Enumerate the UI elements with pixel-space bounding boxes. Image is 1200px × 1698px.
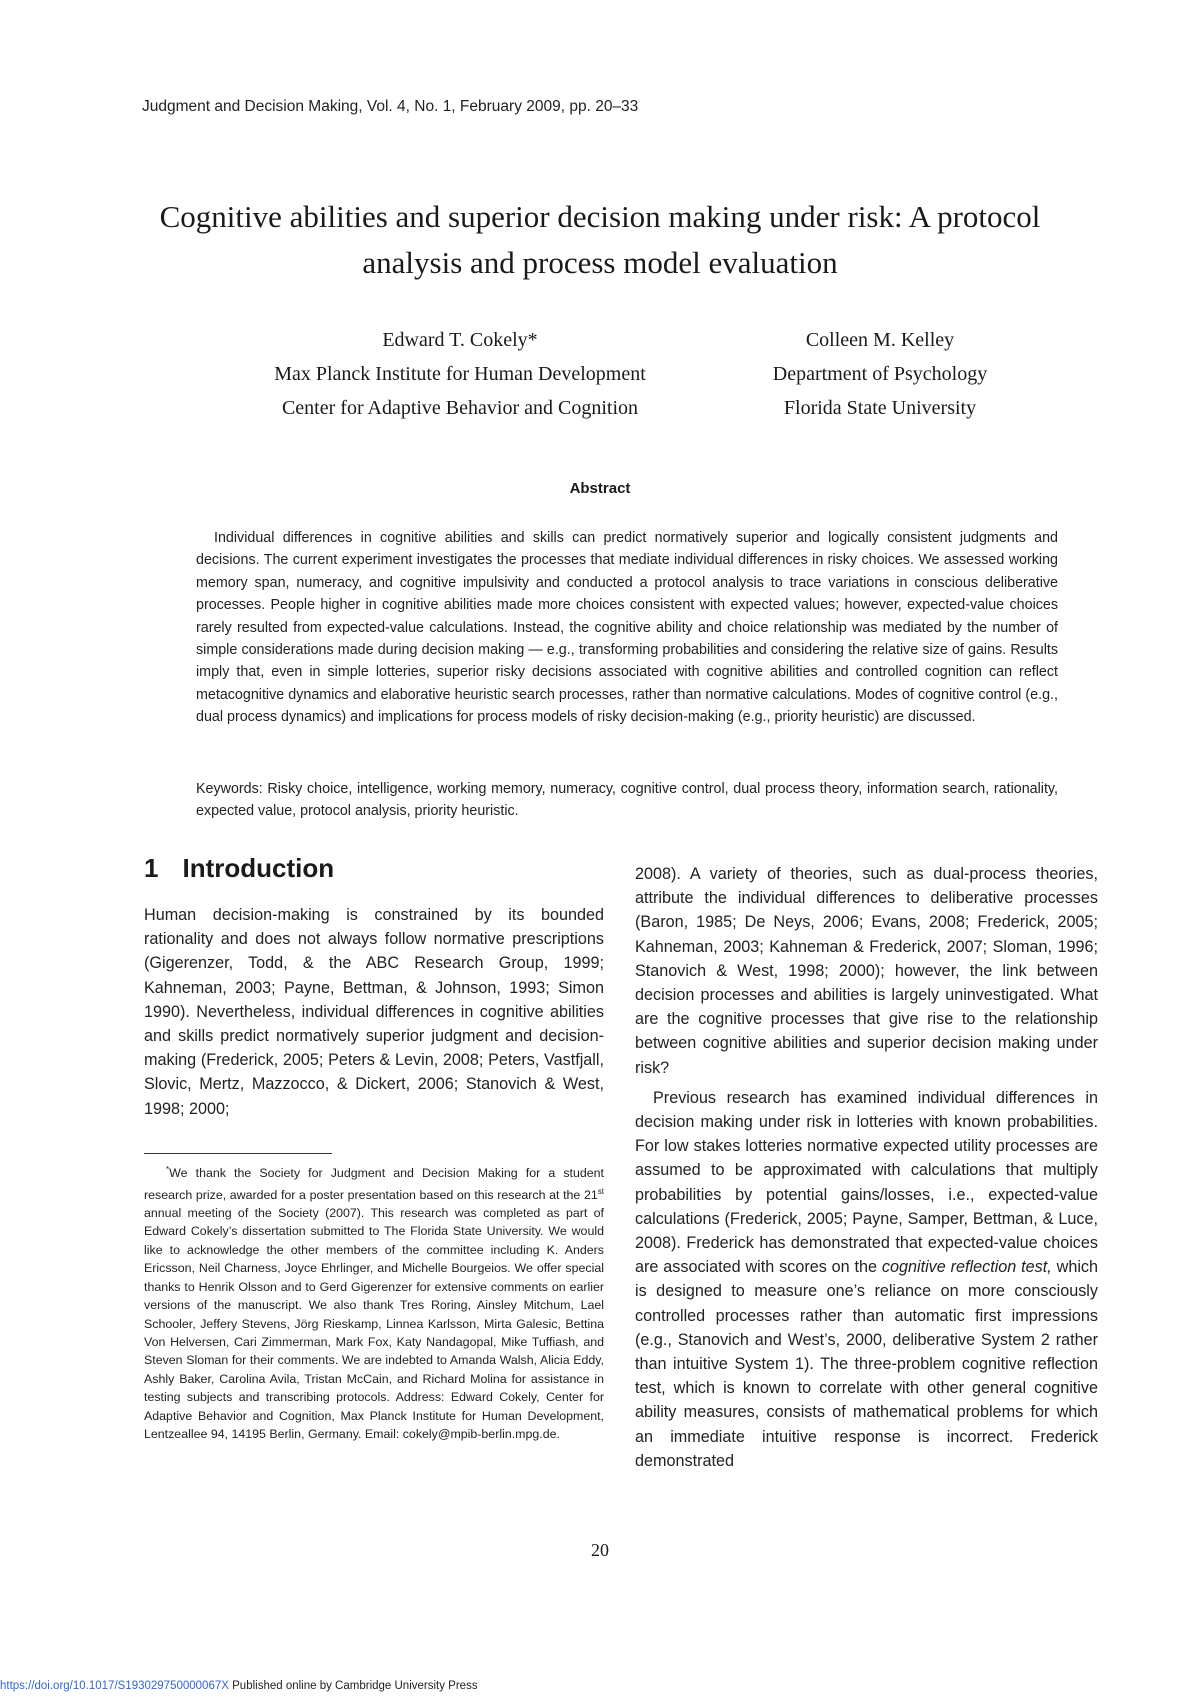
published-note: Published online by Cambridge University Press <box>232 1680 478 1692</box>
author-block-2 <box>735 323 1025 425</box>
author-affiliation: Center for Adaptive Behavior and Cognition <box>281 397 639 419</box>
footnote-marker: * <box>166 1165 170 1174</box>
paragraph-text: which is designed to measure one’s reliance on more consciously controlled processes rather than automatic first impressions (e.g., Stanovich and West’s, 2000, deliberative System 2 rather than intuitive System 1). The three-problem cognitive reflection test, which is known to correlate with other general cognitive ability measures, consists of mathematical problems for which an immediate intuitive response is incorrect. Frederick demonstrated <box>635 1258 1099 1470</box>
left-column <box>144 903 604 1121</box>
abstract-heading: Abstract <box>569 480 631 497</box>
keywords-text: Risky choice, intelligence, working memory, numeracy, cognitive control, dual process theory, information search, rationality, expected value, protocol analysis, priority heuristic. <box>196 781 1058 820</box>
emphasis-term: cognitive reflection test, <box>881 1258 1052 1277</box>
page-number: 20 <box>591 1540 609 1560</box>
author-affiliation: Max Planck Institute for Human Development <box>274 363 646 385</box>
footnote-text-part1: We thank the Society for Judgment and Decision Making for a student research prize, awarded for a poster presentation based on this research at the 21 <box>144 1166 604 1202</box>
author-affiliation: Department of Psychology <box>772 363 988 385</box>
section-title: Introduction <box>182 853 335 883</box>
paragraph-text: Previous research has examined individual differences in decision making under risk in lotteries with known probabilities. For low stakes lotteries normative expected utility processes are assumed to be approximated with calculations that multiply probabilities by potential gains/losses, i.e., expected-value calculations (Frederick, 2005; Payne, Samper, Bettman, & Luce, 2008). Frederick has demonstrated that expected-value choices are associated with scores on the <box>635 1088 1098 1277</box>
footnote-divider <box>144 1153 332 1154</box>
keywords <box>196 778 1058 823</box>
footnote-text-part2: annual meeting of the Society (2007). This research was completed as part of Edward Cokely’s dissertation submitted to The Florida State University. We would like to acknowledge the other members of the committee including K. Anders Ericsson, Neil Charness, Joyce Ehrlinger, and Michelle Bourgeios. We offer special thanks to Henrik Olsson and to Gerd Gigerenzer for extensive comments on earlier versions of the manuscript. We also thank Tres Roring, Ainsley Mitchum, Lael Schooler, Jeffery Stevens, Jörg Rieskamp, Linnea Karlsson, Mirta Galesic, Bettina Von Helversen, Cari Zimmerman, Mark Fox, Katy Nandagopal, Mike Tuffiash, and Steven Sloman for their comments. We are indebted to Amanda Walsh, Alicia Eddy, Ashly Baker, Carolina Avila, Tristan McCain, and Richard Molina for assistance in testing subjects and transcribing protocols. Address: Edward Cokely, Center for Adaptive Behavior and Cognition, Max Planck Institute for Human Development, Lentzeallee 94, 14195 Berlin, Germany. Email: cokely@mpib-berlin.mpg.de. <box>144 1206 604 1441</box>
abstract-text: Individual differences in cognitive abilities and skills can predict normatively superior and logically consistent judgments and decisions. The current experiment investigates the processes that mediate individual differences in risky choices. We assessed working memory span, numeracy, and cognitive impulsivity and conducted a protocol analysis to trace variations in conscious deliberative processes. People higher in cognitive abilities made more choices consistent with expected values; however, expected-value choices rarely resulted from expected-value calculations. Instead, the cognitive ability and choice relationship was mediated by the number of simple considerations made during decision making — e.g., transforming probabilities and considering the relative size of gains. Results imply that, even in simple lotteries, superior risky decisions associated with cognitive abilities and controlled cognition can reflect metacognitive dynamics and elaborative heuristic search processes, rather than normative calculations. Modes of cognitive control (e.g., dual process dynamics) and implications for process models of risky decision-making (e.g., priority heuristic) are discussed. <box>196 530 1058 726</box>
left-column-text: Human decision-making is constrained by its bounded rationality and does not always follow normative prescriptions (Gigerenzer, Todd, & the ABC Research Group, 1999; Kahneman, 2003; Payne, Bettman, & Johnson, 1993; Simon 1990). Nevertheless, individual differences in cognitive abilities and skills predict normatively superior judgment and decision-making (Frederick, 2005; Peters & Levin, 2008; Peters, Vastfjall, Slovic, Mertz, Mazzocco, & Dickert, 2006; Stanovich & West, 1998; 2000; <box>144 906 604 1118</box>
keywords-label: Keywords: <box>196 781 263 797</box>
author-affiliation: Florida State University <box>783 397 977 419</box>
journal-citation: Judgment and Decision Making, Vol. 4, No. 1, February 2009, pp. 20–33 <box>142 98 639 115</box>
section-heading <box>144 853 334 884</box>
section-number: 1 <box>144 853 159 883</box>
footnote-superscript: st <box>597 1186 604 1196</box>
right-column <box>635 862 1098 1473</box>
publisher-footer <box>0 1680 478 1692</box>
abstract-body <box>196 527 1058 729</box>
paper-title: Cognitive abilities and superior decision making under risk: A protocol analysis and process model evaluation <box>159 199 1041 280</box>
right-column-paragraph-1: 2008). A variety of theories, such as dual-process theories, attribute the individual differences to deliberative processes (Baron, 1985; De Neys, 2006; Evans, 2008; Frederick, 2005; Kahneman, 2003; Kahneman & Frederick, 2007; Sloman, 1996; Stanovich & West, 1998; 2000); however, the link between decision processes and abilities is largely uninvestigated. What are the cognitive processes that give rise to the relationship between cognitive abilities and superior decision making under risk? <box>635 865 1098 1077</box>
author-name: Edward T. Cokely* <box>382 329 538 351</box>
footnote <box>144 1161 604 1443</box>
right-column-paragraph-2 <box>635 1086 1098 1473</box>
doi-link[interactable]: https://doi.org/10.1017/S193029750000067X <box>0 1680 229 1692</box>
author-name: Colleen M. Kelley <box>805 329 955 351</box>
author-block-1 <box>230 323 690 425</box>
